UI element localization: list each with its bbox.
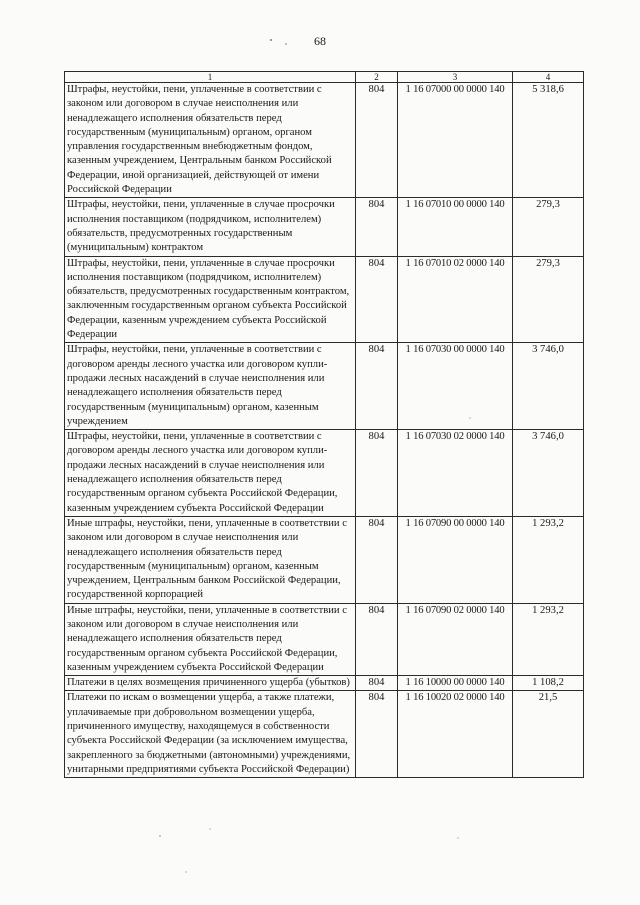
row-description: Платежи в целях возмещения причиненного ущерба (убытков) [65,676,356,691]
table-row [65,256,584,343]
table-row [65,603,584,675]
table-row [65,198,584,256]
row-admin-code: 804 [356,198,398,256]
row-budget-code: 1 16 07010 02 0000 140 [398,256,513,343]
row-amount: 279,3 [513,198,584,256]
table-row [65,343,584,430]
header-row [65,72,584,83]
row-admin-code: 804 [356,691,398,778]
row-description: Иные штрафы, неустойки, пени, уплаченные в соответствии с законом или договором в случае неисполнения или ненадлежащего исполнения обязательств перед государственным органом субъекта Российской Федерации, казенным учреждением субъекта Российской Федерации [65,603,356,675]
table-row [65,83,584,198]
page-number: 68 [314,34,326,48]
row-admin-code: 804 [356,516,398,603]
row-description: Штрафы, неустойки, пени, уплаченные в соответствии с законом или договором в случае неисполнения или ненадлежащего исполнения обязательств перед государственным (муниципальным) органом, органом управления государственным внебюджетным фондом, казенным учреждением, Центральным банком Российской Федерации, иной организацией, действующей от имени Российской Федерации [65,83,356,198]
row-budget-code: 1 16 07010 00 0000 140 [398,198,513,256]
row-admin-code: 804 [356,256,398,343]
row-amount: 279,3 [513,256,584,343]
row-budget-code: 1 16 07030 00 0000 140 [398,343,513,430]
row-description: Штрафы, неустойки, пени, уплаченные в случае просрочки исполнения поставщиком (подрядчиком, исполнителем) обязательств, предусмотренных государственным (муниципальным) контрактом [65,198,356,256]
row-admin-code: 804 [356,83,398,198]
row-amount: 3 746,0 [513,343,584,430]
row-amount: 1 293,2 [513,516,584,603]
column-header-admin: 2 [356,72,398,83]
row-amount: 3 746,0 [513,430,584,517]
row-description: Штрафы, неустойки, пени, уплаченные в случае просрочки исполнения поставщиком (подрядчиком, исполнителем) обязательств, предусмотренных государственным контрактом, заключенным государственным органом субъекта Российской Федерации, казенным учреждением субъекта Российской Федерации [65,256,356,343]
row-description: Иные штрафы, неустойки, пени, уплаченные в соответствии с законом или договором в случае неисполнения или ненадлежащего исполнения обязательств перед государственным (муниципальным) органом, казенным учреждением, Центральным банком Российской Федерации, государственной корпорацией [65,516,356,603]
table-row [65,691,584,778]
row-budget-code: 1 16 07090 02 0000 140 [398,603,513,675]
row-amount: 1 293,2 [513,603,584,675]
row-description: Платежи по искам о возмещении ущерба, а также платежи, уплачиваемые при добровольном возмещении ущерба, причиненного имуществу, находящемуся в собственности субъекта Российской Федерации (за исключением имущества, закрепленного за бюджетными (автономными) учреждениями, унитарными предприятиями субъекта Российской Федерации) [65,691,356,778]
row-amount: 1 108,2 [513,676,584,691]
table-row [65,430,584,517]
row-admin-code: 804 [356,343,398,430]
column-header-amount: 4 [513,72,584,83]
row-budget-code: 1 16 07090 00 0000 140 [398,516,513,603]
row-description: Штрафы, неустойки, пени, уплаченные в соответствии с договором аренды лесного участка или договором купли-продажи лесных насаждений в случае неисполнения или ненадлежащего исполнения обязательств перед государственным (муниципальным) органом, казенным учреждением [65,343,356,430]
column-header-description: 1 [65,72,356,83]
row-amount: 21,5 [513,691,584,778]
row-budget-code: 1 16 07000 00 0000 140 [398,83,513,198]
row-budget-code: 1 16 10000 00 0000 140 [398,676,513,691]
row-admin-code: 804 [356,430,398,517]
row-amount: 5 318,6 [513,83,584,198]
table-row [65,676,584,691]
revenue-table [64,71,584,778]
row-budget-code: 1 16 07030 02 0000 140 [398,430,513,517]
table-row [65,516,584,603]
row-admin-code: 804 [356,603,398,675]
row-admin-code: 804 [356,676,398,691]
row-description: Штрафы, неустойки, пени, уплаченные в соответствии с договором аренды лесного участка или договором купли-продажи лесных насаждений в случае неисполнения или ненадлежащего исполнения обязательств перед государственным органом субъекта Российской Федерации, казенным учреждением субъекта Российской Федерации [65,430,356,517]
row-budget-code: 1 16 10020 02 0000 140 [398,691,513,778]
column-header-code: 3 [398,72,513,83]
